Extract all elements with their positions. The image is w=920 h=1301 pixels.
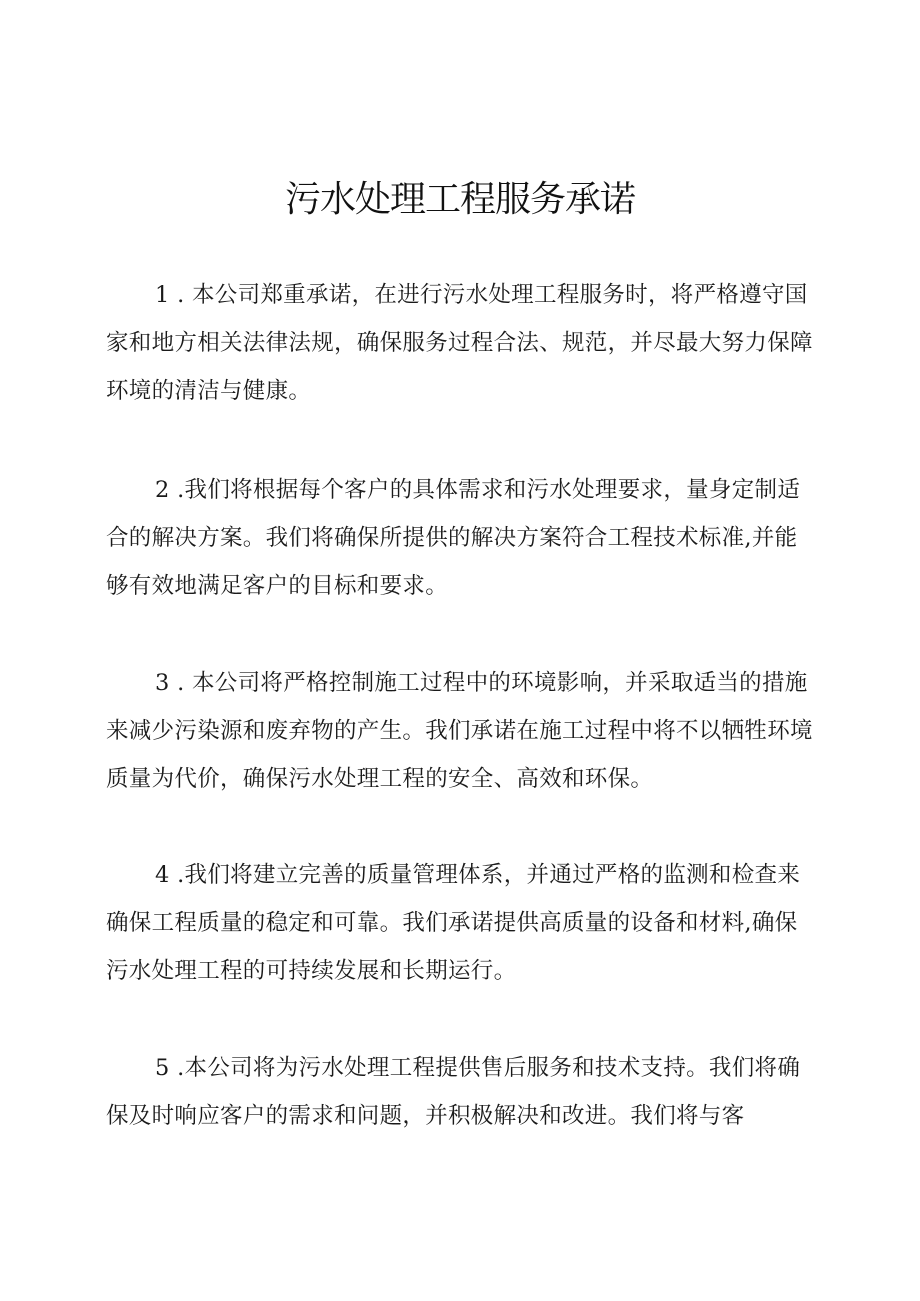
paragraph-line: 2 .我们将根据每个客户的具体需求和污水处理要求，量身定制适 bbox=[155, 477, 801, 503]
paragraph-line: 家和地方相关法律法规，确保服务过程合法、规范，并尽最大努力保障 bbox=[106, 330, 813, 356]
document-title: 污水处理工程服务承诺 bbox=[284, 179, 635, 220]
paragraph-line: 污水处理工程的可持续发展和长期运行。 bbox=[106, 958, 517, 984]
paragraph-line: 保及时响应客户的需求和问题，并积极解决和改进。我们将与客 bbox=[106, 1103, 745, 1129]
paragraph-line: 质量为代价，确保污水处理工程的安全、高效和环保。 bbox=[106, 766, 654, 792]
paragraph-line: 3 . 本公司将严格控制施工过程中的环境影响，并采取适当的措施 bbox=[155, 670, 808, 696]
paragraph-2 bbox=[106, 466, 828, 610]
paragraph-line: 合的解决方案。我们将确保所提供的解决方案符合工程技术标准,并能 bbox=[106, 525, 798, 551]
paragraph-line: 环境的清洁与健康。 bbox=[106, 378, 312, 404]
paragraph-line: 确保工程质量的稳定和可靠。我们承诺提供高质量的设备和材料,确保 bbox=[106, 910, 798, 936]
paragraph-3 bbox=[106, 659, 828, 803]
paragraph-5 bbox=[106, 1044, 828, 1140]
paragraph-line: 4 .我们将建立完善的质量管理体系，并通过严格的监测和检查来 bbox=[155, 862, 801, 888]
paragraph-line: 1 . 本公司郑重承诺，在进行污水处理工程服务时，将严格遵守国 bbox=[155, 282, 808, 308]
paragraph-4 bbox=[106, 851, 828, 995]
paragraph-1 bbox=[106, 271, 828, 415]
paragraph-line: 够有效地满足客户的目标和要求。 bbox=[106, 573, 449, 599]
paragraph-line: 5 .本公司将为污水处理工程提供售后服务和技术支持。我们将确 bbox=[155, 1055, 801, 1081]
paragraph-line: 来减少污染源和废弃物的产生。我们承诺在施工过程中将不以牺牲环境 bbox=[106, 718, 813, 744]
